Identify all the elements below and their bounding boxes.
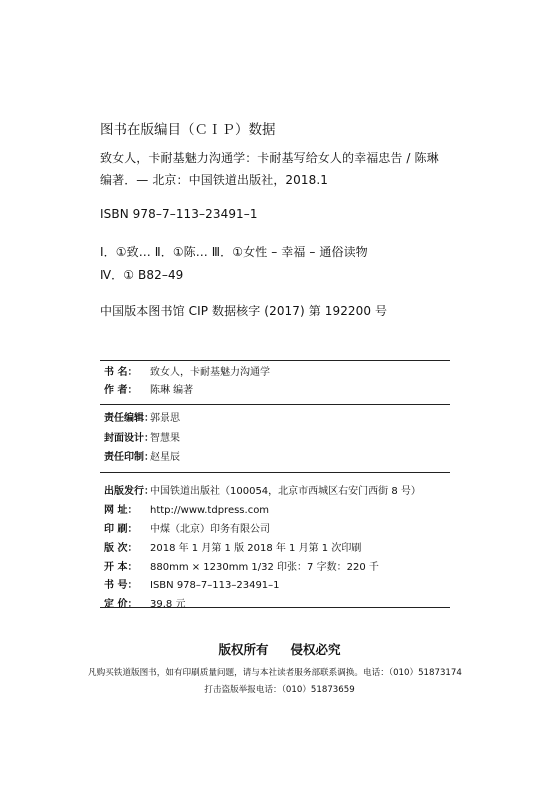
printer-label: 印 刷： bbox=[104, 524, 138, 535]
divider bbox=[100, 472, 450, 473]
price-value: 39.8 元 bbox=[150, 599, 186, 610]
isbn-value: ISBN 978–7–113–23491–1 bbox=[150, 580, 280, 591]
print-supervisor-value: 赵星辰 bbox=[150, 452, 180, 463]
divider bbox=[100, 360, 450, 361]
cip-classification-2: Ⅳ．① B82–49 bbox=[100, 268, 184, 282]
divider bbox=[100, 607, 450, 608]
book-title-value: 致女人，卡耐基魅力沟通学 bbox=[150, 367, 270, 378]
print-supervisor-row bbox=[104, 451, 180, 465]
publisher-row bbox=[104, 485, 421, 499]
edition-value: 2018 年 1 月第 1 版 2018 年 1 月第 1 次印刷 bbox=[150, 543, 362, 554]
edition-row bbox=[104, 542, 361, 556]
editor-row bbox=[104, 412, 180, 426]
format-value: 880mm × 1230mm 1/32 印张：7 字数：220 千 bbox=[150, 562, 379, 573]
publisher-value: 中国铁道出版社（100054，北京市西城区右安门西街 8 号） bbox=[150, 486, 421, 497]
editor-value: 郭景思 bbox=[150, 413, 180, 424]
isbn-label: 书 号： bbox=[104, 580, 138, 591]
cover-design-value: 智慧果 bbox=[150, 433, 180, 444]
cip-isbn: ISBN 978–7–113–23491–1 bbox=[100, 207, 258, 221]
cover-design-label: 封面设计： bbox=[104, 433, 154, 444]
book-title-label: 书 名： bbox=[104, 367, 138, 378]
copyright-notice bbox=[0, 640, 559, 658]
infringement-notice: 侵权必究 bbox=[290, 642, 341, 657]
cip-book-line-2: 编著．— 北京：中国铁道出版社，2018.1 bbox=[100, 173, 329, 187]
edition-label: 版 次： bbox=[104, 543, 138, 554]
website-label: 网 址： bbox=[104, 505, 138, 516]
printer-row bbox=[104, 523, 270, 537]
format-label: 开 本： bbox=[104, 562, 138, 573]
isbn-row bbox=[104, 579, 280, 593]
publisher-label: 出版发行： bbox=[104, 486, 154, 497]
cip-record-number: 中国版本图书馆 CIP 数据核字 (2017) 第 192200 号 bbox=[100, 304, 388, 318]
cip-classification-1: Ⅰ．①致… Ⅱ．①陈… Ⅲ．①女性 – 幸福 – 通俗读物 bbox=[100, 245, 368, 259]
cover-design-row bbox=[104, 432, 180, 446]
editor-label: 责任编辑： bbox=[104, 413, 154, 424]
piracy-report: 打击盗版举报电话：（010）51873659 bbox=[204, 685, 355, 695]
divider bbox=[100, 404, 450, 405]
book-author-row bbox=[104, 384, 193, 398]
book-title-row bbox=[104, 366, 270, 380]
website-row bbox=[104, 504, 269, 518]
cip-book-line-1: 致女人，卡耐基魅力沟通学：卡耐基写给女人的幸福忠告 / 陈琳 bbox=[100, 151, 439, 165]
price-row bbox=[104, 598, 185, 612]
quality-notice: 凡购买铁道版图书，如有印刷质量问题，请与本社读者服务部联系调换。电话：（010）51873174 bbox=[88, 668, 462, 678]
price-label: 定 价： bbox=[104, 599, 138, 610]
print-supervisor-label: 责任印制： bbox=[104, 452, 154, 463]
website-value: http://www.tdpress.com bbox=[150, 505, 270, 516]
book-author-label: 作 者： bbox=[104, 385, 138, 396]
format-row bbox=[104, 561, 379, 575]
cip-title: 图书在版编目（ＣＩＰ）数据 bbox=[100, 122, 276, 138]
printer-value: 中煤（北京）印务有限公司 bbox=[150, 524, 270, 535]
rights-reserved: 版权所有 bbox=[218, 642, 269, 657]
book-author-value: 陈琳 编著 bbox=[150, 385, 194, 396]
